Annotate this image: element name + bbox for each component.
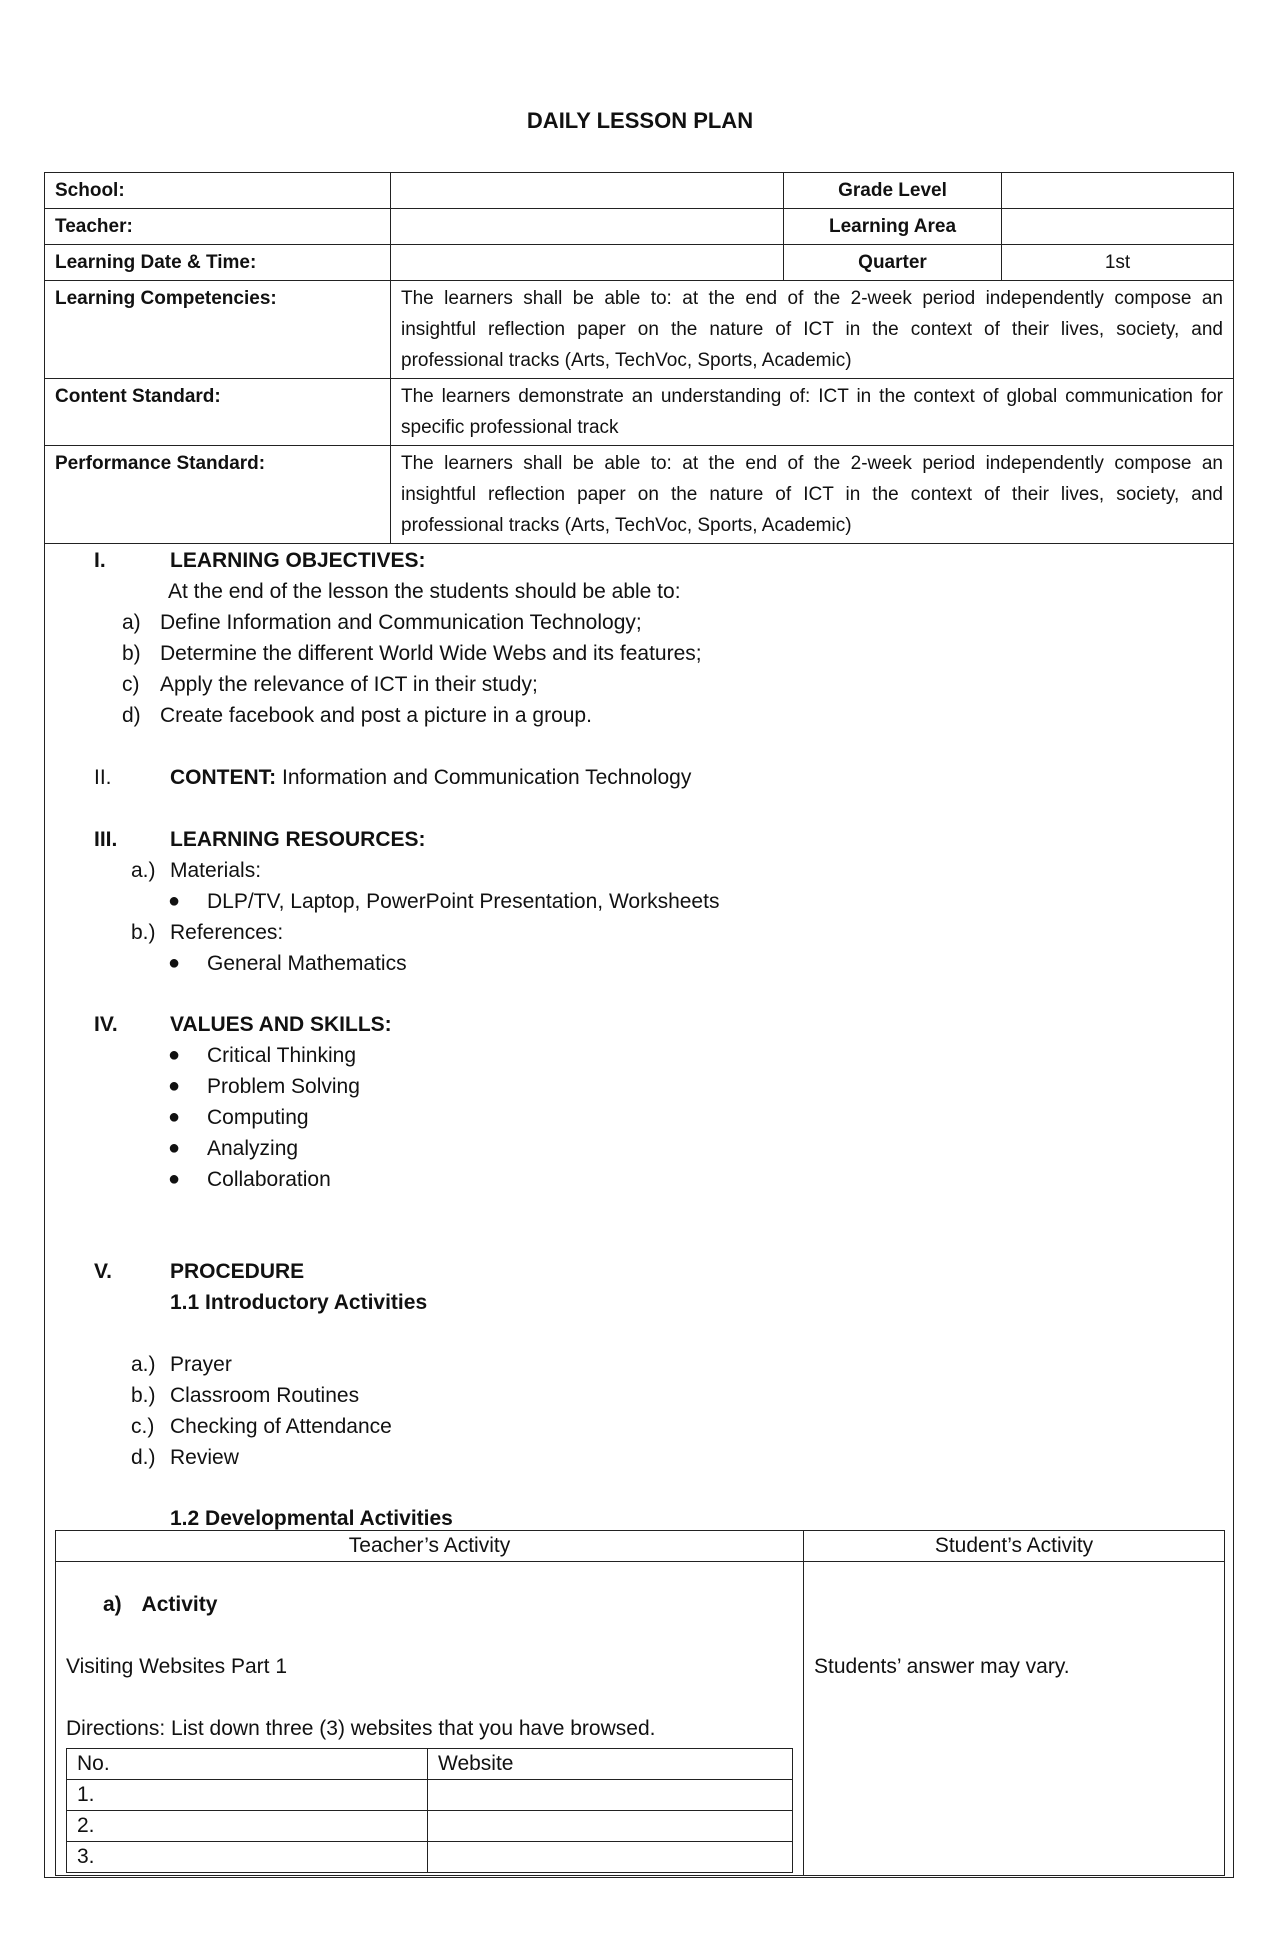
- objectives-intro: At the end of the lesson the students should be able to:: [168, 580, 681, 603]
- content-heading: CONTENT:: [170, 766, 277, 789]
- activity-label: Activity: [141, 1593, 218, 1616]
- objectives-number: I.: [94, 549, 106, 572]
- references-marker: b.): [131, 921, 156, 944]
- bullet-icon: ●: [168, 890, 181, 912]
- inner-header-no: No.: [67, 1749, 428, 1780]
- date-time-label: Learning Date & Time:: [45, 245, 391, 281]
- activity-marker: a): [103, 1593, 122, 1616]
- teacher-value: [391, 209, 784, 245]
- content-line: [170, 766, 691, 790]
- header-table: [44, 172, 1234, 544]
- resources-number: III.: [94, 828, 118, 851]
- bullet-icon: ●: [168, 1044, 181, 1066]
- bullet-icon: ●: [168, 1075, 181, 1097]
- objective-item: Determine the different World Wide Webs and its features;: [160, 642, 702, 665]
- procedure-heading: PROCEDURE: [170, 1260, 305, 1283]
- developmental-table: [55, 1530, 1225, 1876]
- procedure-number: V.: [94, 1260, 112, 1283]
- materials-label: Materials:: [170, 859, 262, 882]
- student-activity-header: Student’s Activity: [804, 1531, 1225, 1562]
- activity-name: Visiting Websites Part 1: [66, 1655, 287, 1678]
- objective-item: Apply the relevance of ICT in their study;: [160, 673, 538, 696]
- school-value: [391, 173, 784, 209]
- materials-item: DLP/TV, Laptop, PowerPoint Presentation, Worksheets: [207, 890, 720, 913]
- value-item: Computing: [207, 1106, 309, 1129]
- introductory-heading: 1.1 Introductory Activities: [170, 1291, 428, 1314]
- bullet-icon: ●: [168, 1106, 181, 1128]
- objective-marker: d): [122, 704, 141, 727]
- teacher-label: Teacher:: [45, 209, 391, 245]
- materials-marker: a.): [131, 859, 156, 882]
- bullet-icon: ●: [168, 1168, 181, 1190]
- objective-marker: a): [122, 611, 141, 634]
- content-number: II.: [94, 766, 112, 789]
- references-label: References:: [170, 921, 284, 944]
- activity-title-row: [66, 1593, 793, 1624]
- grade-level-value: [1002, 173, 1234, 209]
- quarter-label: Quarter: [784, 245, 1002, 281]
- table-row: [67, 1780, 793, 1811]
- value-item: Problem Solving: [207, 1075, 360, 1098]
- website-cell: [428, 1842, 793, 1873]
- intro-item: Classroom Routines: [170, 1384, 360, 1407]
- row-number: 3.: [67, 1842, 428, 1873]
- intro-item: Prayer: [170, 1353, 232, 1376]
- intro-marker: c.): [131, 1415, 155, 1438]
- objective-marker: b): [122, 642, 141, 665]
- performance-standard-value: The learners shall be able to: at the end of the 2-week period independently compose an insightful reflection paper on the nature of ICT in the context of their lives, society, and professional tracks (Arts, TechVoc, Sports, Academic): [391, 446, 1234, 544]
- references-item: General Mathematics: [207, 952, 407, 975]
- intro-marker: a.): [131, 1353, 156, 1376]
- bullet-icon: ●: [168, 1137, 181, 1159]
- row-number: 1.: [67, 1780, 428, 1811]
- performance-standard-label: Performance Standard:: [45, 446, 391, 544]
- objectives-heading: LEARNING OBJECTIVES:: [170, 549, 426, 572]
- content-text: Information and Communication Technology: [276, 766, 692, 789]
- objective-marker: c): [122, 673, 140, 696]
- learning-area-label: Learning Area: [784, 209, 1002, 245]
- student-activity-cell: [804, 1562, 1225, 1876]
- competencies-value: The learners shall be able to: at the end of the 2-week period independently compose an insightful reflection paper on the nature of ICT in the context of their lives, society, and professional tracks (Arts, TechVoc, Sports, Academic): [391, 281, 1234, 379]
- intro-item: Checking of Attendance: [170, 1415, 392, 1438]
- website-cell: [428, 1811, 793, 1842]
- value-item: Analyzing: [207, 1137, 299, 1160]
- value-item: Collaboration: [207, 1168, 331, 1191]
- row-number: 2.: [67, 1811, 428, 1842]
- intro-marker: d.): [131, 1446, 156, 1469]
- value-item: Critical Thinking: [207, 1044, 356, 1067]
- intro-marker: b.): [131, 1384, 156, 1407]
- websites-table: [66, 1748, 793, 1873]
- intro-item: Review: [170, 1446, 239, 1469]
- page-title: DAILY LESSON PLAN: [526, 108, 754, 133]
- bullet-icon: ●: [168, 952, 181, 974]
- values-heading: VALUES AND SKILLS:: [170, 1013, 392, 1036]
- content-standard-value: The learners demonstrate an understanding of: ICT in the context of global communication for specific professional track: [391, 379, 1234, 446]
- student-answer: Students’ answer may vary.: [814, 1655, 1070, 1678]
- values-number: IV.: [94, 1013, 118, 1036]
- learning-area-value: [1002, 209, 1234, 245]
- resources-heading: LEARNING RESOURCES:: [170, 828, 426, 851]
- objective-item: Create facebook and post a picture in a group.: [160, 704, 592, 727]
- quarter-value: 1st: [1002, 245, 1234, 281]
- inner-header-website: Website: [428, 1749, 793, 1780]
- date-time-value: [391, 245, 784, 281]
- grade-level-label: Grade Level: [784, 173, 1002, 209]
- activity-directions: Directions: List down three (3) websites that you have browsed.: [66, 1717, 656, 1740]
- teacher-activity-cell: [56, 1562, 804, 1876]
- school-label: School:: [45, 173, 391, 209]
- developmental-heading: 1.2 Developmental Activities: [170, 1507, 453, 1530]
- objective-item: Define Information and Communication Technology;: [160, 611, 642, 634]
- teacher-activity-header: Teacher’s Activity: [56, 1531, 804, 1562]
- content-standard-label: Content Standard:: [45, 379, 391, 446]
- website-cell: [428, 1780, 793, 1811]
- competencies-label: Learning Competencies:: [45, 281, 391, 379]
- table-row: [67, 1842, 793, 1873]
- table-row: [67, 1811, 793, 1842]
